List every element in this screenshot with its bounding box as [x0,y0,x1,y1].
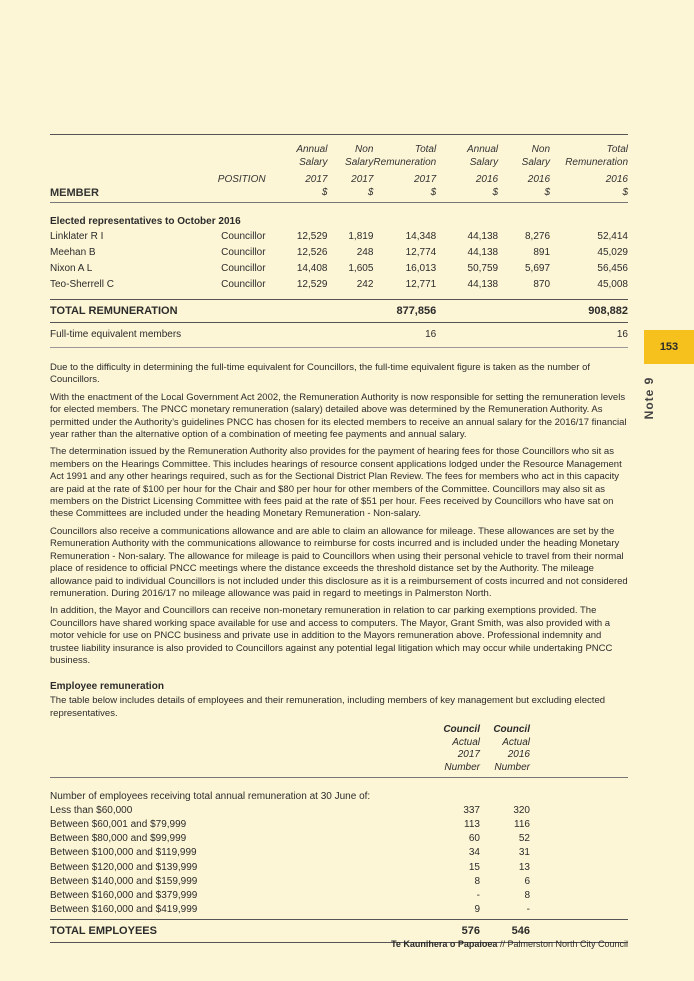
caption-row [50,777,628,804]
table-row: Between $140,000 and $159,999 8 6 [50,875,628,889]
col-header: Total [606,144,628,155]
footer-maori-name: Te Kaunihera o Papaioea [391,939,498,949]
currency-symbol: $ [492,187,499,198]
table-row: Less than $60,000 337 320 [50,804,628,818]
employee-table [50,724,628,943]
paragraph: In addition, the Mayor and Councillors can receive non-monetary remuneration in relation to car parking exemptions provided. The Councillors have shared working space available for use and access to computers. The Mayor, Grant Smith, was also provided with a motor vehicle for use on PNCC business and private use in addition to the Mayors remuneration above. Professional indemnity and trustee liability insurance is also provided to Councillors against any potential legal litigation which may occur while undertaking PNCC business. [50,605,613,666]
employee-caption: Number of employees receiving total annual remuneration at 30 June of: [50,790,371,802]
table-row: Nixon A L Councillor 14,408 1,605 16,013 50,759 5,697 56,456 [50,261,628,277]
col-header: 2016 [605,174,628,185]
header-row-2 [50,156,628,169]
footer-separator: // [497,939,508,949]
employee-intro: The table below includes details of employees and their remuneration, including members of key management but excluding elected representatives. [50,695,606,719]
member-name: Linklater R I [50,231,104,242]
member-position: Councillor [221,231,266,242]
section-row [50,203,628,230]
col-header: Council [493,724,530,736]
section-title: Elected representatives to October 2016 [50,216,241,227]
member-position: Councillor [221,247,266,258]
table-row: Between $160,000 and $379,999 - 8 [50,889,628,903]
col-header: Actual [452,736,480,748]
remuneration-table [50,134,628,348]
fte-2017: 16 [425,329,437,340]
total-2016: 908,882 [588,305,628,317]
col-header: Number [444,761,480,773]
col-header: Actual [502,736,530,748]
col-header: Salary [299,157,328,168]
fte-row [50,323,628,348]
position-header: POSITION [217,174,266,185]
paragraph: The determination issued by the Remuneration Authority also provides for the payment of hearing fees for those Councillors who sit as members on the Hearings Committee. This includes hearings of resource consent applications lodged under the Resource Management Act 1991 and any other hearings required, such as for the Sectional District Plan Review. The fees for members who act in this capacity are paid at the rate of $100 per hour for the Chair and $80 per hour for other members of the Committee. Councillors may also sit as members on the District Licensing Committee with fees paid at the rate of $51 per hour. Fees received by Councillors who have sat on these Committees are included under the heading Monetary Remuneration - Non-salary. [50,446,622,520]
total-label: TOTAL REMUNERATION [50,305,178,317]
member-label: MEMBER [50,187,99,199]
table-row: Meehan B Councillor 12,526 248 12,774 44,138 891 45,029 [50,245,628,261]
salary-band: Between $60,001 and $79,999 [50,818,187,830]
page-number-tab [644,330,694,364]
table-row: Between $60,001 and $79,999 113 116 [50,818,628,832]
currency-symbol: $ [367,187,374,198]
fte-2016: 16 [616,329,628,340]
col-header: 2017 [351,174,374,185]
col-header: Council [443,724,480,736]
currency-symbol: $ [622,187,628,198]
notes-body [50,362,628,667]
page-content [50,134,628,943]
member-position: Councillor [221,263,266,274]
note-label: Note 9 [642,376,656,420]
total-employees-2016: 546 [511,925,530,938]
salary-band: Between $140,000 and $159,999 [50,875,198,887]
salary-band: Between $80,000 and $99,999 [50,833,187,845]
member-position: Councillor [221,279,266,290]
employee-remuneration-heading: Employee remuneration [50,681,164,693]
col-header: 2016 [527,174,551,185]
salary-band: Between $100,000 and $119,999 [50,847,197,859]
col-header: 2017 [457,749,480,761]
fte-label: Full-time equivalent members [50,329,182,340]
col-header: 2016 [507,749,530,761]
member-name: Teo-Sherrell C [50,279,114,290]
header-row-1 [50,135,628,157]
salary-band: Between $160,000 and $419,999 [50,904,198,916]
col-header: Non [355,144,374,155]
currency-symbol: $ [544,187,551,198]
col-header: 2016 [475,174,499,185]
footer-english-name: Palmerston North City Council [507,939,628,949]
paragraph: With the enactment of the Local Government Act 2002, the Remuneration Authority is now responsible for setting the remuneration levels for elected members. The PNCC monetary remuneration (salary) detailed above was determined by the Remuneration Authority. As permitted under the Authority’s guidelines PNCC has chosen for its elected members to receive an annual salary for the 2016/17 financial year rather than the alternative option of a combination of meeting fee payments and annual salary. [50,391,627,441]
total-2017: 877,856 [396,305,437,317]
page-footer [391,939,628,949]
total-remuneration-row [50,300,628,323]
col-header: Salary [469,157,499,168]
member-name: Meehan B [50,247,96,258]
col-header: Total [414,144,437,155]
table-row: Between $120,000 and $139,999 15 13 [50,861,628,875]
salary-band: Less than $60,000 [50,804,133,816]
header-row-3 [50,169,628,186]
page-number: 153 [659,341,679,353]
salary-band: Between $160,000 and $379,999 [50,889,198,901]
table-row: Between $100,000 and $119,999 34 31 [50,846,628,860]
member-row [50,186,628,203]
currency-symbol: $ [430,187,437,198]
col-header: Non [531,144,551,155]
col-header: Remuneration [373,157,437,168]
total-employees-label: TOTAL EMPLOYEES [50,925,157,938]
col-header: 2017 [413,174,437,185]
table-row: Teo-Sherrell C Councillor 12,529 242 12,771 44,138 870 45,008 [50,277,628,300]
total-employees-2017: 576 [461,925,480,938]
col-header: Number [494,761,530,773]
currency-symbol: $ [321,187,328,198]
col-header: 2017 [305,174,328,185]
table-row: Between $160,000 and $419,999 9 - [50,903,628,920]
salary-band: Between $120,000 and $139,999 [50,861,198,873]
paragraph: Due to the difficulty in determining the full-time equivalent for Councillors, the full-time equivalent figure is taken as the number of Councillors. [50,362,591,386]
col-header: Annual [466,144,499,155]
member-name: Nixon A L [50,263,93,274]
col-header: Remuneration [565,157,628,168]
paragraph: Councillors also receive a communications allowance and are able to claim an allowance for mileage. These allowances are set by the Remuneration Authority with the communications allowance to reimburse for costs incurred and is included under the heading Monetary Remuneration - Non-salary. The allowance for mileage is paid to Councillors when using their personal vehicle to travel from their normal place of residence to official PNCC meetings where the distance exceeds the threshold distance set by the Authority. The mileage allowance paid to individual Councillors is not included under this disclosure as it is a reimbursement of costs incurred and not considered remuneration. During 2016/17 no mileage allowance was paid in regard to meetings in Palmerston North. [50,525,628,599]
col-header: Salary [345,157,374,168]
table-row: Between $80,000 and $99,999 60 52 [50,832,628,846]
col-header: Salary [521,157,551,168]
table-row: Linklater R I Councillor 12,529 1,819 14,348 44,138 8,276 52,414 [50,229,628,245]
col-header: Annual [296,144,328,155]
